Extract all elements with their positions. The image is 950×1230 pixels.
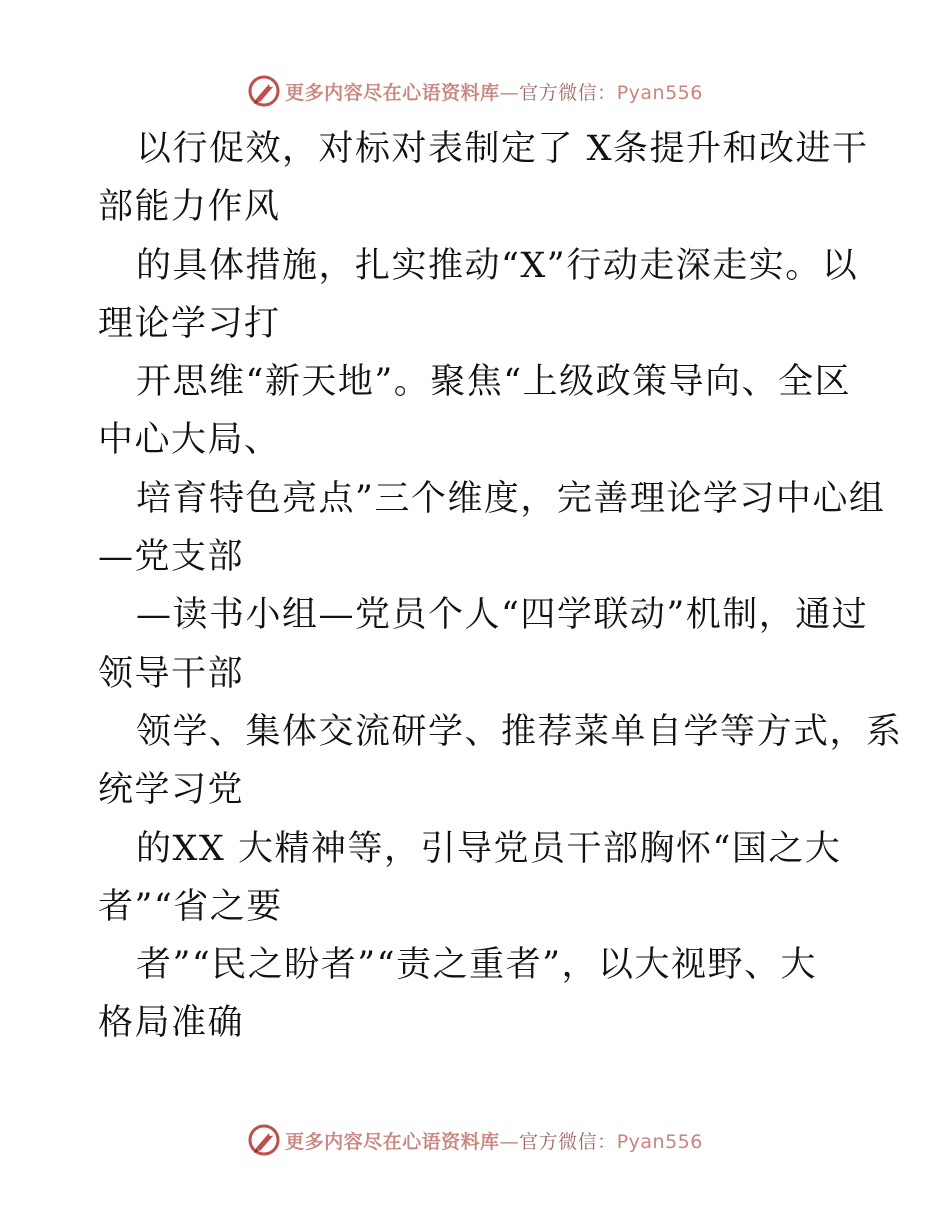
- text-line-14: 者”“省之要: [98, 886, 283, 927]
- text-line-2: 部能力作风: [98, 187, 281, 228]
- text-line-8: —党支部: [98, 537, 245, 578]
- text-line-1: 以行促效，对标对表制定了 X条提升和改进干: [136, 129, 869, 169]
- text-line-5: 开思维“新天地”。聚焦“上级政策导向、全区: [136, 362, 852, 403]
- text-line-4: 理论学习打: [98, 303, 281, 344]
- text-line-12: 统学习党: [98, 770, 245, 811]
- text-line-13: 的XX 大精神等，引导党员干部胸怀“国之大: [136, 828, 842, 869]
- watermark-text: [285, 1127, 703, 1154]
- watermark-wechat-id: Pyan556: [616, 1130, 703, 1153]
- watermark-text: [285, 78, 703, 105]
- text-line-7: 培育特色亮点”三个维度，完善理论学习中心组: [136, 478, 886, 519]
- text-line-3: 的具体措施，扎实推动“X”行动走深走实。以: [136, 245, 859, 286]
- watermark-wechat-id: Pyan556: [616, 81, 703, 104]
- text-line-10: 领导干部: [98, 653, 245, 694]
- watermark-brand: 更多内容尽在心语资料库: [285, 81, 500, 104]
- document-body: [98, 120, 903, 1053]
- pen-logo-icon: [247, 1123, 281, 1157]
- watermark-label: 官方微信：: [519, 81, 617, 104]
- text-line-9: —读书小组—党员个人“四学联动”机制，通过: [136, 595, 869, 636]
- text-line-15: 者”“民之盼者”“责之重者”，以大视野、大: [136, 945, 817, 986]
- footer-watermark: [0, 1120, 950, 1160]
- text-line-6: 中心大局、: [98, 420, 281, 461]
- header-watermark: [0, 71, 950, 111]
- watermark-separator: —: [499, 1130, 520, 1153]
- pen-logo-icon: [247, 74, 281, 108]
- watermark-separator: —: [499, 81, 520, 104]
- watermark-brand: 更多内容尽在心语资料库: [285, 1130, 500, 1153]
- text-line-11: 领学、集体交流研学、推荐菜单自学等方式，系: [136, 711, 903, 752]
- text-line-16: 格局准确: [98, 1003, 245, 1044]
- watermark-label: 官方微信：: [519, 1130, 617, 1153]
